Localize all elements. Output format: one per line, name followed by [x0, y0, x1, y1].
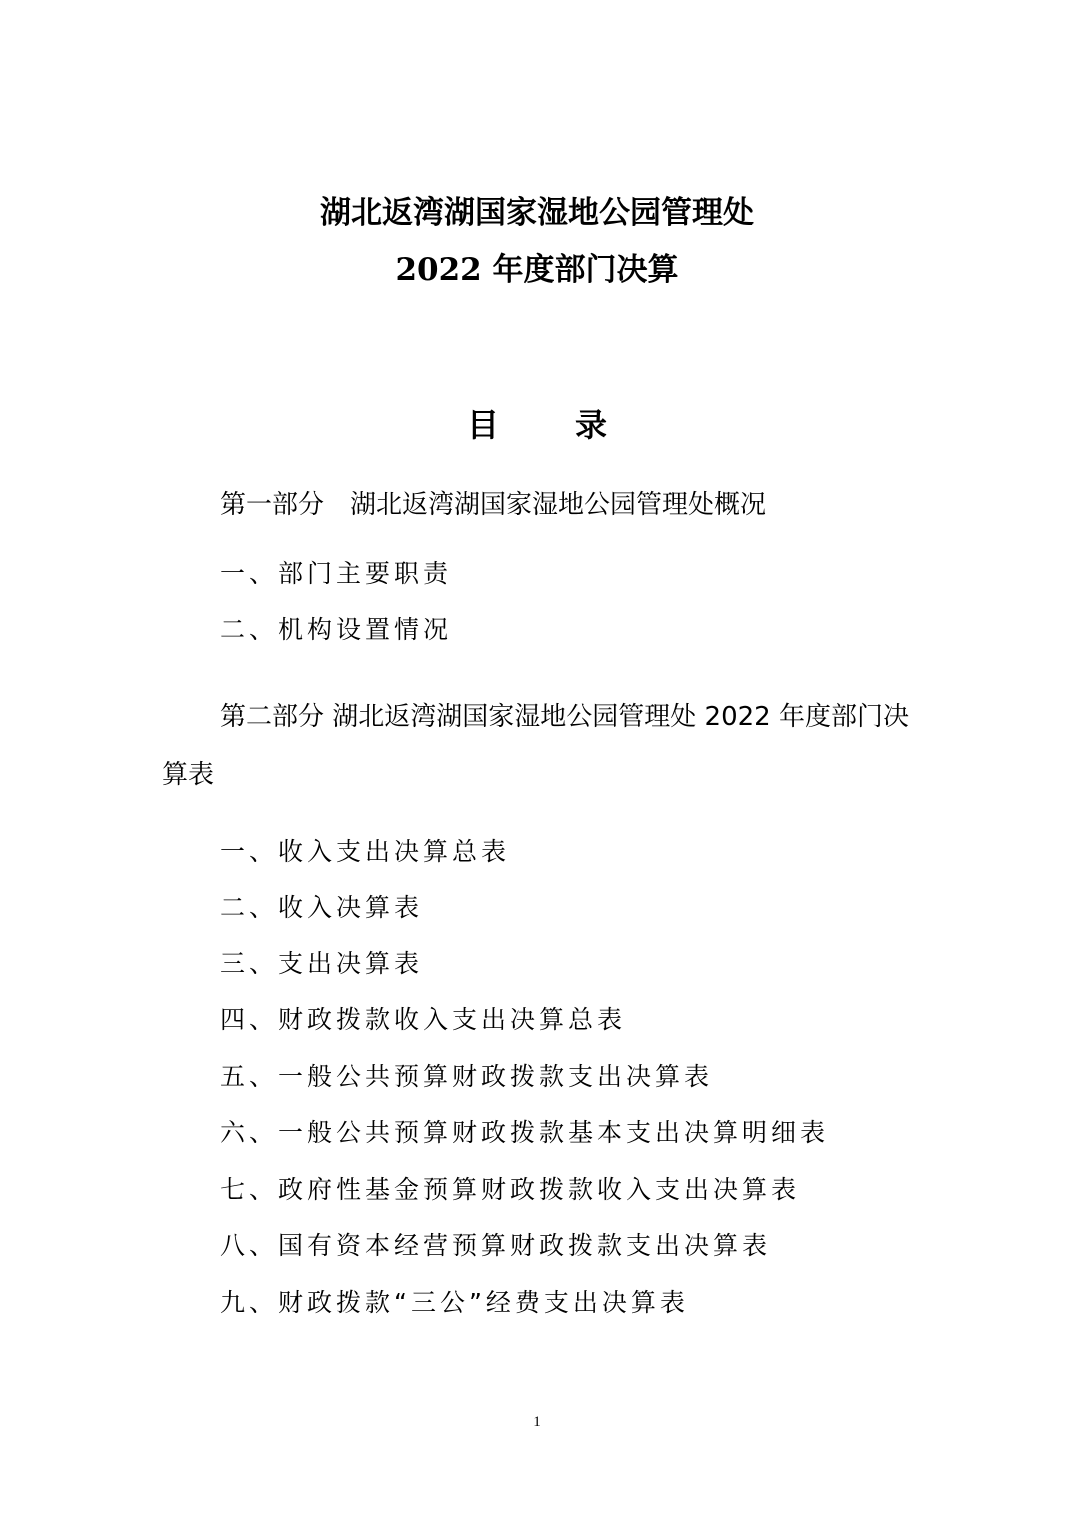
toc-item: 五、一般公共预算财政拨款支出决算表 — [220, 1062, 714, 1091]
toc-item: 一、收入支出决算总表 — [220, 837, 511, 866]
toc-item: 一、部门主要职责 — [220, 559, 453, 588]
document-subtitle: 2022 年度部门决算 — [395, 252, 679, 288]
toc-item: 三、支出决算表 — [220, 949, 424, 978]
toc-item: 二、机构设置情况 — [220, 615, 453, 644]
toc-item: 六、一般公共预算财政拨款基本支出决算明细表 — [220, 1118, 830, 1147]
document-title: 湖北返湾湖国家湿地公园管理处 — [320, 195, 754, 231]
toc-heading — [0, 404, 1074, 446]
toc-item: 二、收入决算表 — [220, 893, 424, 922]
toc-item: 四、财政拨款收入支出决算总表 — [220, 1005, 627, 1034]
toc-heading-right: 录 — [575, 406, 608, 444]
toc-item: 七、政府性基金预算财政拨款收入支出决算表 — [220, 1175, 801, 1204]
toc-item: 八、国有资本经营预算财政拨款支出决算表 — [220, 1231, 772, 1260]
toc-part1-heading: 第一部分 湖北返湾湖国家湿地公园管理处概况 — [220, 490, 767, 520]
toc-part2-heading: 第二部分 湖北返湾湖国家湿地公园管理处 2022 年度部门决算表 — [162, 702, 909, 790]
page-number: 1 — [533, 1414, 541, 1430]
toc-item: 九、财政拨款“三公”经费支出决算表 — [220, 1288, 689, 1317]
toc-heading-left: 目 — [466, 406, 499, 444]
